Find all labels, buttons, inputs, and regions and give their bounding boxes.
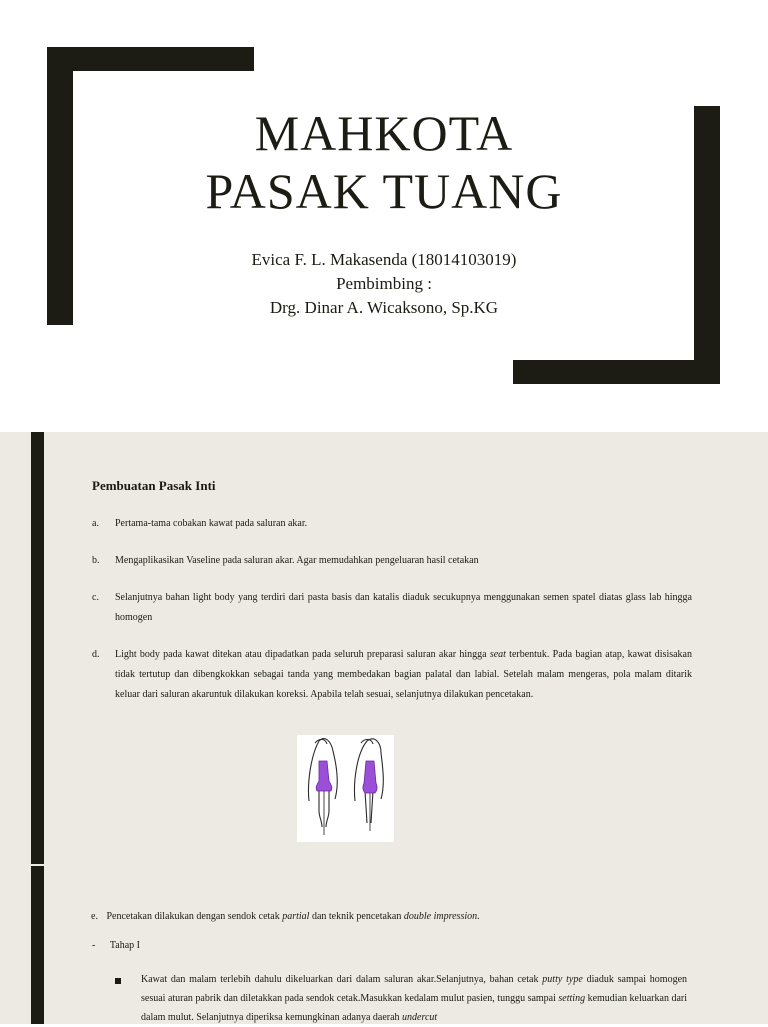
slide-accent-bar (31, 866, 44, 1024)
list-item-text: Mengaplikasikan Vaseline pada saluran akar. Agar memudahkan pengeluaran hasil cetakan (115, 555, 479, 566)
presentation-title (0, 104, 768, 220)
author-name: Evica F. L. Makasenda (18014103019) (251, 250, 517, 269)
list-item (92, 645, 692, 705)
supervisor-name: Drg. Dinar A. Wicaksono, Sp.KG (269, 298, 499, 317)
post-core-illustration (297, 735, 394, 842)
bullet-paragraph: Kawat dan malam terlebih dahulu dikeluarkan dari dalam saluran akar.Selanjutnya, bahan cetak putty type diaduk sampai homogen sesuai aturan pabrik dan diletakkan pada sendok cetak.Masukkan kedalam mulut pasien, tunggu sampai setting kemudian keluarkan dari dalam mulut. Selanjutnya diperiksa kemungkinan adanya daerah undercut (141, 974, 688, 1023)
title-line-1: MAHKOTA (254, 105, 514, 161)
list-marker: b. (92, 555, 100, 566)
list-item-text: Selanjutnya bahan light body yang terdiri dari pasta basis dan katalis diaduk secukupnya menggunakan semen spatel diatas glass lab hingga homogen (115, 592, 692, 623)
tooth-wax-pattern-drawing (297, 735, 394, 842)
content-slide (0, 432, 768, 864)
list-item (92, 514, 692, 534)
stage-label: Tahap I (109, 940, 140, 951)
list-item-e (91, 907, 480, 927)
stage-marker: - (92, 940, 96, 951)
list-marker: e. (91, 911, 98, 922)
next-slide (0, 864, 768, 1024)
supervisor-label: Pembimbing : (336, 274, 432, 293)
presentation-subtitle (0, 248, 768, 320)
list-marker: c. (92, 592, 99, 603)
list-marker: a. (92, 518, 99, 529)
list-item-text: Light body pada kawat ditekan atau dipadatkan pada seluruh preparasi saluran akar hingga seat terbentuk. Pada bagian atap, kawat disisakan tidak tertutup dan dibengkokkan sebagai tanda yang membedakan bagian palatal dan labial. Setelah malam mengeras, pola malam ditarik keluar dari saluran akaruntuk dilakukan koreksi. Apabila telah sesuai, selanjutnya dilakukan pencetakan. (115, 649, 692, 700)
list-marker: d. (92, 649, 100, 660)
title-slide (0, 0, 768, 432)
frame-corner-bottom-horizontal (513, 360, 720, 384)
list-item-text: Pertama-tama cobakan kawat pada saluran akar. (115, 518, 308, 529)
square-bullet-icon (115, 978, 121, 984)
title-line-2: PASAK TUANG (205, 163, 563, 219)
frame-corner-top-horizontal (47, 47, 254, 71)
list-item (92, 588, 692, 628)
stage-heading (92, 936, 140, 956)
slide-accent-bar (31, 432, 44, 864)
list-item-text: Pencetakan dilakukan dengan sendok cetak partial dan teknik pencetakan double impression. (106, 911, 480, 922)
list-item (92, 551, 692, 571)
section-heading: Pembuatan Pasak Inti (92, 478, 216, 493)
